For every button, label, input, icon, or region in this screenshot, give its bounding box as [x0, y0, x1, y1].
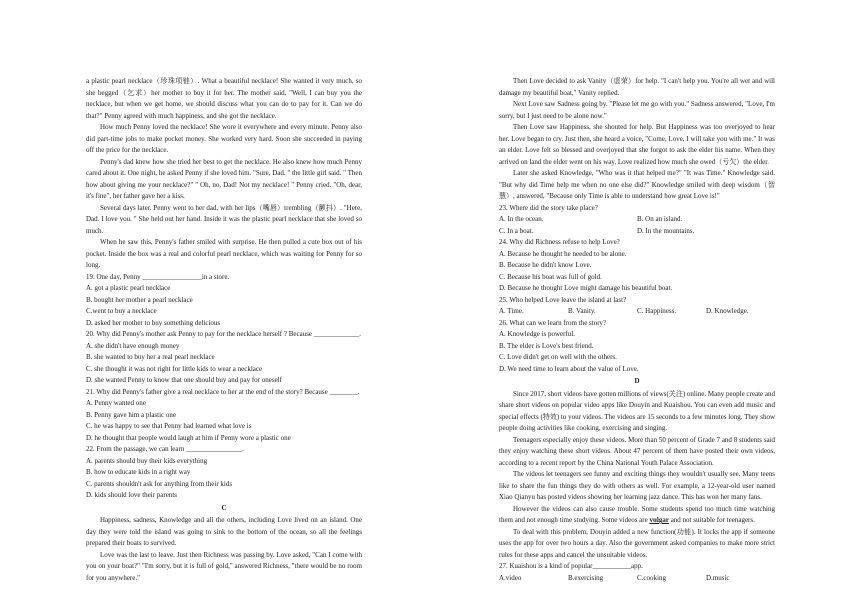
q24-option-a: A. Because he thought he needed to be alone.	[499, 249, 627, 258]
q19-option-a: A. got a plastic pearl necklace	[86, 284, 171, 292]
question-20: 20. Why did Penny's mother ask Penny to pay for the necklace herself ? Because _____________.	[86, 330, 362, 338]
q24-option-c: C. Because his boat was full of gold.	[499, 272, 602, 281]
q22-option-b: B. how to educate kids in a right way	[86, 468, 191, 476]
q26-option-c: C. Love didn't get on well with the others.	[499, 353, 617, 361]
left-column	[86, 76, 362, 584]
q26-option-a: A. Knowledge is powerful.	[499, 330, 576, 338]
q22-option-a: A. parents should buy their kids everything	[86, 456, 208, 465]
passage-b-paragraph-2: How much Penny loved the necklace! She wore it everywhere and every minute. Penny also did part-time jobs to make pocket money. She worked very hard. Soon she succeeded in paying off the price for the necklace.	[86, 123, 362, 154]
q23-option-a: A. In the ocean.	[499, 215, 544, 223]
passage-c-paragraph-6: Later she asked Knowledge, "Who was it that helped me?" "It was Time." Knowledge said. "But why did Time help me when no one else did?" Knowledge smiled with deep wisdom（智慧）, answered, "Because only Time is able to understand how great Love is!"	[499, 169, 775, 200]
passage-d-paragraph-1: Since 2017, short videos have gotten millions of views(关注) online. Many people create and share short videos on popular video apps like Douyin and Kuaishou. You can even add music and special effects (特效) to your videos. The videos are 15 seconds to a few minutes long. They show people doing activities like cooking, exercising and singing.	[499, 389, 775, 432]
passage-c-paragraph-5: Then Love saw Happiness, she shouted for help. But Happiness was too overjoyed to hear her. Love began to cry. Just then, she heard a voice, "Come, Love, I will take you with me." It was an elder. Love felt so blessed and overjoyed that she forgot to ask the elder his name. When they arrived on land the elder went on his way. Love realized how much she owed（亏欠）the elder.	[499, 123, 775, 166]
passage-b-paragraph-1: a plastic pearl necklace（珍珠项链）. What a beautiful necklace! She wanted it very much, so she begged（乞求）her mother to buy it for her. The mother said, "Well, I can buy you the necklace, but when we get home, we should discuss what you can do to pay for it. Can we do that?" Penny agreed with much happiness, and she got the necklace.	[86, 77, 362, 120]
q25-option-a: A. Time.	[499, 307, 524, 315]
passage-c-paragraph-4: Next Love saw Sadness going by. "Please let me go with you." Sadness answered, "Love, I'm sorry, but I just need to be alone now."	[499, 100, 775, 120]
q19-option-c: C.went to buy a necklace	[86, 307, 157, 315]
underlined-word: vulgar	[649, 516, 669, 524]
q22-option-d: D. kids should love their parents	[86, 491, 177, 499]
q23-option-c: C. In a boat.	[499, 226, 534, 235]
right-column	[499, 76, 775, 584]
q21-option-d: D. he thought that people would laugh at him if Penny wore a plastic one	[86, 433, 291, 442]
q20-option-a: A. she didn't have enough money	[86, 341, 180, 350]
passage-d-paragraph-3: The videos let teenagers see funny and exciting things they wouldn't usually see. Many teens like to share the fun things they do with others as well. For example, a 12-year-old user named Xiao Qianyu has posted videos showing her learning jazz dance. This has won her many fans.	[499, 470, 775, 501]
passage-c-paragraph-2: Love was the last to leave. Just then Richness was passing by. Love asked, "Can I come with you on your boat?" "I'm sorry, but it is full of gold," answered Richness, "there would be no room for you anywhere."	[86, 550, 362, 582]
passage-b-paragraph-3: Penny's dad knew how she tried her best to get the necklace. He also knew how much Penny cared about it. One night, he asked Penny if she loved him. "Sure, Dad. " the little girl said. " Then how about giving me your necklace?" " Oh, no, Dad! Not my necklace! " Penny cried. "Oh, dear, it's fine", her father gave her a kiss.	[86, 157, 362, 200]
section-heading-d: D	[634, 377, 640, 385]
q23-option-b: B. On an island.	[637, 215, 683, 223]
question-25: 25. Who helped Love leave the island at last?	[499, 295, 627, 304]
q20-option-d: D. she wanted Penny to know that one should buy and pay for oneself	[86, 376, 282, 384]
q27-option-a: A.video	[499, 573, 522, 582]
question-27: 27. Kuaishou is a kind of popular___________app.	[499, 562, 643, 570]
q20-option-c: C. she thought it was not right for little kids to wear a necklace	[86, 364, 263, 373]
q22-option-c: C. parents shouldn't ask for anything from their kids	[86, 479, 233, 488]
question-23: 23. Where did the story take place?	[499, 203, 598, 212]
q21-option-b: B. Penny gave him a plastic one	[86, 410, 177, 419]
question-21: 21. Why did Penny's father give a real necklace to her at the end of the story? Because ________.	[86, 387, 360, 396]
passage-d-paragraph-4	[499, 504, 775, 527]
q27-option-c: C.cooking	[637, 573, 666, 582]
q25-option-c: C. Happiness.	[637, 307, 677, 315]
q25-option-d: D. Knowledge.	[706, 307, 749, 315]
question-26: 26. What can we learn from the story?	[499, 318, 607, 327]
q27-option-b: B.exercising	[568, 573, 604, 582]
q20-option-b: B. she wanted to buy her a real pearl necklace	[86, 353, 215, 361]
q25-option-b: B. Vanity.	[568, 307, 596, 315]
q21-option-a: A. Penny wanted one	[86, 399, 146, 407]
question-19: 19. One day, Penny _________________in a store.	[86, 272, 230, 281]
q23-option-d: D. In the mountains.	[637, 226, 695, 235]
section-heading-c: C	[221, 503, 227, 512]
q24-option-d: D. Because he thought Love might damage his beautiful boat.	[499, 284, 673, 292]
passage-d-paragraph-5: To deal with this problem, Douyin added a new function(功能). It locks the app if someone uses the app for over two hours a day. Also the government asked companies to make more strict rules for these apps and cancel the unsuitable videos.	[499, 527, 775, 559]
question-22: 22. From the passage, we can learn ________________.	[86, 445, 244, 453]
q23-options-row-2	[499, 226, 775, 238]
passage-b-paragraph-5: When he saw this, Penny's father smiled with surprise. He then pulled a cute box out of his pocket. Inside the box was a real and colorful pearl necklace, which was waiting for Penny for so long.	[86, 238, 362, 269]
q19-option-d: D. asked her mother to buy something delicious	[86, 318, 221, 327]
passage-d-paragraph-2: Teenagers especially enjoy these videos. More than 50 percent of Grade 7 and 8 students said they enjoy watching these short videos. About 47 percent of them have posted their own videos, according to a recent report by the China National Youth Palace Association.	[499, 435, 775, 467]
q26-option-d: D. We need time to learn about the value of Love.	[499, 364, 639, 373]
q19-option-b: B. bought her mother a pearl necklace	[86, 295, 193, 304]
passage-c-paragraph-1: Happiness, sadness, Knowledge and all the others, including Love lived on an island. One day they were told the island was going to sink to the bottom of the ocean, so all the feelings prepared their boats to survived.	[86, 516, 362, 547]
q26-option-b: B. The elder is Love's best friend.	[499, 341, 594, 350]
passage-d-paragraph-4-text: However the videos can also cause trouble. Some students spend too much time watching them and not enough time studying. Some videos are	[499, 504, 775, 524]
q21-option-c: C. he was happy to see that Penny had learned what love is	[86, 422, 252, 430]
q23-options-row-1	[499, 214, 775, 226]
question-24: 24. Why did Richness refuse to help Love?	[499, 238, 620, 246]
passage-c-paragraph-3: Then Love decided to ask Vanity（虚荣）for help. "I can't help you. You're all wet and will damage my beautiful boat," Vanity replied.	[499, 77, 775, 97]
passage-b-paragraph-4: Several days later. Penny went to her dad, with her lips（嘴唇）trembling（颤抖）. "Here, Dad. I love you. " She held out her hand. Inside it was the plastic pearl necklace that she loved so much.	[86, 203, 362, 235]
q27-options	[499, 573, 775, 585]
q25-options	[499, 306, 775, 318]
q24-option-b: B. Because he didn't know Love.	[499, 261, 592, 269]
q27-option-d: D.music	[706, 573, 730, 582]
passage-d-paragraph-4-end: and not suitable for teenagers.	[670, 516, 755, 524]
